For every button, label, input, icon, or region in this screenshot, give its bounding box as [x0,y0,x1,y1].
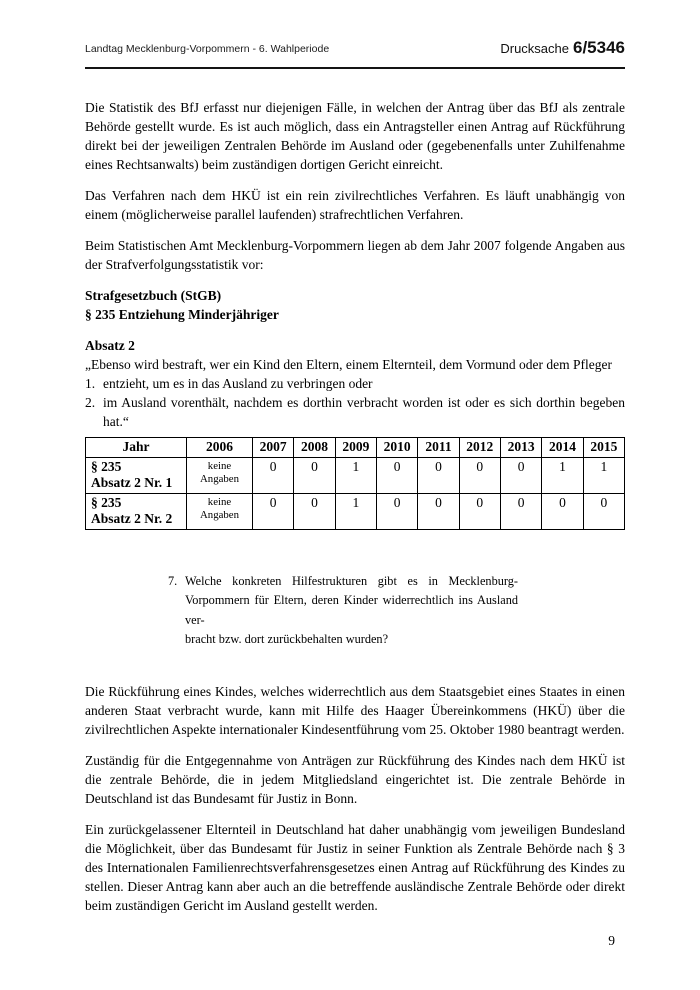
table-cell: 0 [500,494,541,530]
table-cell: 0 [253,494,294,530]
question-line-2: Vorpommern für Eltern, deren Kinder widerrechtlich ins Ausland ver- [185,593,518,627]
row-label-line1: § 235 [91,459,122,474]
table-cell: 0 [376,494,417,530]
table-cell: 0 [583,494,624,530]
statistics-table [85,437,625,530]
paragraph-rueckfuehrung: Die Rückführung eines Kindes, welches widerrechtlich aus dem Staatsgebiet eines Staates in einen anderen Staat verbracht wurde, kann mit Hilfe des Haager Übereinkommens (HKÜ) über die zivilrechtlichen Aspekte internationaler Kindesentführung vom 25. Oktober 1980 beantragt werden. [85,684,625,738]
list-item-text: entzieht, um es in das Ausland zu verbringen oder [103,376,373,391]
table-header-2011: 2011 [418,438,459,458]
question-line-1: Welche konkreten Hilfestrukturen gibt es in Mecklenburg- [185,574,518,588]
paragraph-statistik-bfj: Die Statistik des BfJ erfasst nur diejenigen Fälle, in welchen der Antrag über das BfJ als zentrale Behörde gestellt wurde. Es ist auch möglich, dass ein Antragsteller einen Antrag auf Rückführung direkt bei der jeweiligen Zentralen Behörde im Ausland oder (gegebenenfalls unter Zuhilfenahme eines Rechtsanwalts) beim zuständigen dortigen Gericht einreicht. [85,100,625,172]
table-cell: 0 [294,494,335,530]
header-rule [85,67,625,69]
table-header-2007: 2007 [253,438,294,458]
document-content [85,0,625,949]
paragraph-elternteil: Ein zurückgelassener Elternteil in Deutschland hat daher unabhängig vom jeweiligen Bundesland die Möglichkeit, über das Bundesamt für Justiz in seiner Funktion als Zentrale Behörde nach § 3 des Internationalen Familienrechtsverfahrensgesetzes einen Antrag auf Rückführung des Kindes zu stellen. Dieser Antrag kann aber auch an die betreffende ausländische Zentrale Behörde oder direkt beim zuständigen Gericht im Ausland gestellt werden. [85,822,625,914]
row-label-line2: Absatz 2 Nr. 2 [91,511,173,526]
law-reference [85,286,625,324]
table-cell: 1 [542,458,583,494]
row-label [86,458,187,494]
law-absatz-2 [85,336,625,431]
law-section-title: § 235 Entziehung Minderjähriger [85,307,279,322]
table-header-2015: 2015 [583,438,624,458]
table-cell: 0 [376,458,417,494]
table-header-2012: 2012 [459,438,500,458]
row-label-line1: § 235 [91,495,122,510]
table-header-2010: 2010 [376,438,417,458]
table-cell: 1 [335,494,376,530]
header-institution: Landtag Mecklenburg-Vorpommern - 6. Wahlperiode [85,43,330,55]
table-header-2014: 2014 [542,438,583,458]
absatz-heading: Absatz 2 [85,338,135,353]
law-book-title: Strafgesetzbuch (StGB) [85,288,222,303]
table-cell: 0 [294,458,335,494]
row-label-line2: Absatz 2 Nr. 1 [91,475,173,490]
table-cell-note: keine Angaben [187,494,253,530]
paragraph-zustaendigkeit: Zuständig für die Entgegennahme von Anträgen zur Rückführung des Kindes nach dem HKÜ ist die zentrale Behörde, die in jedem Mitgliedsland eingerichtet ist. Die zentrale Behörde in Deutschland ist das Bundesamt für Justiz in Bonn. [85,753,625,807]
page-number: 9 [608,933,615,949]
table-cell: 0 [418,494,459,530]
table-cell: 0 [253,458,294,494]
paragraph-verfahren-hku: Das Verfahren nach dem HKÜ ist ein rein zivilrechtliches Verfahren. Es läuft unabhängig von einem (möglicherweise parallel laufenden) strafrechtlichen Verfahren. [85,188,625,222]
drucksache-label: Drucksache [500,41,569,56]
table-cell: 0 [500,458,541,494]
table-header-2013: 2013 [500,438,541,458]
paragraph-statistisches-amt: Beim Statistischen Amt Mecklenburg-Vorpommern liegen ab dem Jahr 2007 folgende Angaben aus der Strafverfolgungsstatistik vor: [85,238,625,272]
table-cell: 0 [459,458,500,494]
table-header-2009: 2009 [335,438,376,458]
table-row-nr1 [86,458,625,494]
list-item-text: im Ausland vorenthält, nachdem es dorthin verbracht worden ist oder es sich dorthin begeben hat.“ [103,395,625,429]
header-drucksache [500,38,625,58]
table-cell: 1 [583,458,624,494]
table-header-jahr: Jahr [86,438,187,458]
table-cell: 0 [459,494,500,530]
question-line-3: bracht bzw. dort zurückbehalten wurden? [185,631,389,646]
question-item-7 [168,572,518,649]
table-cell-note: keine Angaben [187,458,253,494]
table-header-2006: 2006 [187,438,253,458]
table-header-row [86,438,625,458]
list-item-number: 1. [85,376,96,391]
table-cell: 0 [418,458,459,494]
question-number: 7. [168,574,178,588]
drucksache-number: 6/5346 [573,38,625,57]
absatz-list-item-2 [85,393,625,431]
table-cell: 1 [335,458,376,494]
absatz-quote-intro: „Ebenso wird bestraft, wer ein Kind den Eltern, einem Elternteil, dem Vormund oder dem Pfleger [85,357,612,372]
list-item-number: 2. [85,395,96,410]
absatz-list-item-1 [85,374,625,393]
row-label [86,494,187,530]
document-header [85,0,625,58]
table-row-nr2 [86,494,625,530]
table-cell: 0 [542,494,583,530]
table-header-2008: 2008 [294,438,335,458]
